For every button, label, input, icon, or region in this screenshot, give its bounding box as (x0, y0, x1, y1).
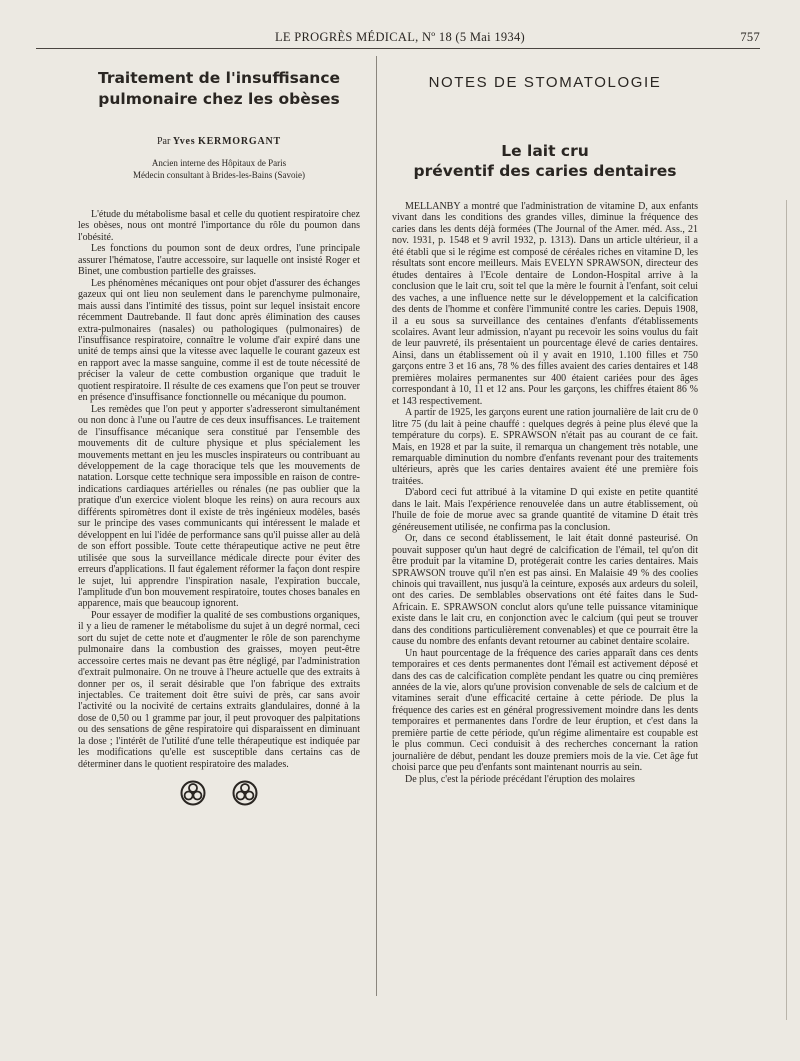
right-paragraph: De plus, c'est la période précédant l'éruption des molaires (405, 773, 635, 785)
column-separator (376, 56, 377, 996)
right-article-body (392, 201, 698, 785)
author-last-name: KERMORGANT (198, 136, 281, 147)
byline-prefix: Par (157, 136, 173, 147)
left-paragraph: L'étude du métabolisme basal et celle du quotient respiratoire chez les obèses, nous ont montré l'importance du rôle du poumon dans l'obésité. (78, 209, 360, 243)
triskelion-ornament-icon (232, 780, 258, 806)
author-affiliation (78, 157, 360, 181)
left-paragraph: Pour essayer de modifier la qualité de ses combustions organiques, il y a lieu de ramener le métabolisme du sujet à un degré normal, ceci sort du sujet de cette note et d'augmenter le rôle de son parenchyme pulmonaire dans la combustion des graisses, moyen peut-être accessoire certes mais ne devant pas être négligé, par l'administration d'extrait pulmonaire. On ne trouve à l'heure actuelle que des extraits à donner per os, il serait désirable que l'on fabrique des extraits injectables. Ce traitement doit être suivi de près, car sans avoir l'activité ou la nocivité de certains extraits glandulaires, donné à la dose de 0,50 ou 1 gramme par jour, il peut provoquer des palpitations ou des sensations de gêne respiratoire qui disparaissent en diminuant la dose ; l'intérêt de l'utilité d'une telle thérapeutique est indiquée par les modifications qu'elle est susceptible dans certains cas de déterminer dans le quotient respiratoire des malades. (78, 609, 360, 770)
right-paragraph: A partir de 1925, les garçons eurent une ration journalière de lait cru de 0 litre 75 (du lait à peine chauffé : quelques degrés à peine plus élevé que la température du corps). E. SPRAWSON n'était pas au courant de ce fait. Mais, en 1928 et par la suite, il remarqua un changement très notable, une remarquable diminution du nombre d'enfants revenant pour des traitements ultérieurs, après que les caries dentaires avaient été une première fois traitées. (392, 407, 698, 487)
left-column-article (78, 56, 360, 806)
left-title-line-2: pulmonaire chez les obèses (98, 90, 340, 108)
left-article-body (78, 209, 360, 770)
left-paragraph: Les remèdes que l'on peut y apporter s'adresseront simultanément ou non donc à l'une ou l'autre de ces deux insuffisances. Le traitement de l'insuffisance mécanique sera constitué par l'ensemble des mouvements dit de culture physique et plus spécialement les mouvements mettant en jeu les muscles inspirateurs ou contribuant au développement de la cage thoracique tels que les mouvements de natation. Lorsque cette technique sera impossible en raison de contre-indications cardiaques artérielles ou rénales (ne pas oublier que la pratique d'un exercice violent bloque les reins) on aura recours aux différents spiromètres dont il existe de très ingénieux modèles, basés sur le principe des vases communicants qui intéressent le malade et développent en lui l'idée de performance sans qu'il puisse aller au delà de son effort possible. Toute cette thérapeutique active ne peut être utilisée que sous la surveillance médicale directe pour éviter des erreurs d'applications. Il faut également réformer la façon dont respire le sujet, lui apprendre l'inspiration nasale, l'expiration buccale, l'amplitude d'un bon mouvement respiratoire, toutes choses banales en apparence, mais que beaucoup ignorent. (78, 403, 360, 610)
right-column-article (392, 56, 698, 785)
running-title: LE PROGRÈS MÉDICAL, Nº 18 (5 Mai 1934) (275, 30, 525, 44)
affiliation-line-2: Médecin consultant à Brides-les-Bains (Savoie) (133, 170, 305, 180)
author-byline (78, 136, 360, 147)
section-heading: NOTES DE STOMATOLOGIE (428, 74, 662, 91)
page-number: 757 (740, 30, 760, 44)
author-first-name: Yves (172, 136, 196, 147)
right-paragraph: MELLANBY a montré que l'administration de vitamine D, aux enfants vivant dans les conditions des grandes villes, diminue la fréquence des caries dans les dents déjà formées (The Journal of the Amer. méd. Ass., 21 nov. 1931, p. 1548 et 9 avril 1932, p. 1313). Dans un article ultérieur, il a été établi que si le régime est composé de céréales riches en vitamine D, les résultats sont encore meilleurs. Mais EVELYN SPRAWSON, directeur des études dentaires à l'Ecole dentaire de London-Hospital arrive à la conclusion que le lait cru, soit tel que la mère le fournit à l'enfant, soit celui des vaches, a une influence nette sur le développement et la calcification des dents de l'homme et confère l'immunité contre les caries. Depuis 1908, il a eu sous sa surveillance des centaines d'enfants d'établissements scolaires. Avant leur admission, n'ayant pu recevoir les soins voulus du fait de leur pauvreté, ils présentaient un pourcentage élevé de caries dentaires. Ainsi, dans un établissement où il y avait en 1910, 1.100 filles et 750 garçons entre 3 et 16 ans, 78 % des filles avaient des caries dentaires et 148 premières molaires permanentes sur 400 étaient cariées pour des âges correspondant à 10, 11 et 12 ans. Pour les garçons, les chiffres étaient 86 % et 143 respectivement. (392, 201, 698, 407)
right-paragraph: D'abord ceci fut attribué à la vitamine D qui existe en petite quantité dans le lait. Mais l'expérience renouvelée dans un autre établissement, où l'huile de foie de morue avec sa grande quantité de vitamine D était très généreusement utilisée, ne confirma pas la conclusion. (392, 487, 698, 533)
header-rule (36, 48, 760, 49)
left-paragraph: Les fonctions du poumon sont de deux ordres, l'une principale assurer l'hématose, l'autre accessoire, sur laquelle ont insisté Roger et Binet, une combustion partielle des graisses. (78, 243, 360, 278)
right-title-line-2: préventif des caries dentaires (413, 162, 677, 180)
running-header (40, 30, 760, 50)
left-title-line-1: Traitement de l'insuffisance (97, 69, 341, 87)
right-title-line-1: Le lait cru (501, 142, 589, 160)
left-article-title (78, 68, 360, 110)
triskelion-ornament-icon (180, 780, 206, 806)
end-ornaments (78, 780, 360, 806)
right-paragraph: Or, dans ce second établissement, le lait était donné pasteurisé. On pouvait supposer qu'un haut degré de calcification de l'émail, tel qu'on dit être produit par la vitamine D, protégerait contre les caries dentaires. Mais SPRAWSON trouve qu'il n'en est pas ainsi. En Malaisie 49 % des coolies chinois qui travaillent, nus jusqu'à la ceinture, exposés aux ardeurs du soleil, ont des caries. De semblables observations ont été faites dans le Sud-Africain. E. SPRAWSON conclut alors qu'une telle puissance vitaminique existe dans le lait cru, en conjonction avec le calcium (qui peut se trouver dans des conditions particulièrement convenables) et que ce pourrait être la cause du nombre des enfants devant retourner au cabinet dentaire scolaire. (392, 533, 698, 648)
right-article-title (392, 141, 698, 181)
right-paragraph: Un haut pourcentage de la fréquence des caries apparaît dans ces dents temporaires et ces dents permanentes dont l'émail est activement déposé et dans des cas de calcification complète pendant les quatre ou cinq premières années de la vie, alors qu'une provision convenable de sels de calcium et de vitamines serait d'une efficacité certaine à cette période. De plus la fréquence des caries est en général progressivement moindre dans les dents temporaires et permanentes dans l'ordre de leur éruption, et c'est dans la première partie de cette période, qu'un régime alimentaire est coupable est le plus commun. Ceci conduisit à des recherches concernant la ration journalière de début, pendant les douze premiers mois de la vie. Cet âge fut choisi parce que peu d'enfants sont maintenant nourris au sein. (392, 647, 698, 774)
affiliation-line-1: Ancien interne des Hôpitaux de Paris (151, 158, 287, 168)
left-paragraph: Les phénomènes mécaniques ont pour objet d'assurer des échanges gazeux qui ont lieu non seulement dans le parenchyme pulmonaire, mais aussi dans l'intimité des tissus, point sur lequel insistait encore récemment Dautrebande. Il faut donc après élimination des causes extra-pulmonaires (nasales) ou pathologiques (pulmonaires) de l'insuffisance respiratoire, connaître le volume d'air expiré dans une unité de temps ainsi que la vitesse avec laquelle le courant gazeux est en rapport avec la masse sanguine, comme il est de toute nécessité de préciser la valeur de cette combustion organique que traduit le quotient respiratoire. Il résulte de ces examens que l'on peut se trouver en présence d'insuffisance fonctionnelle ou mécanique du poumon. (78, 277, 360, 404)
page-edge-line (786, 200, 787, 1020)
